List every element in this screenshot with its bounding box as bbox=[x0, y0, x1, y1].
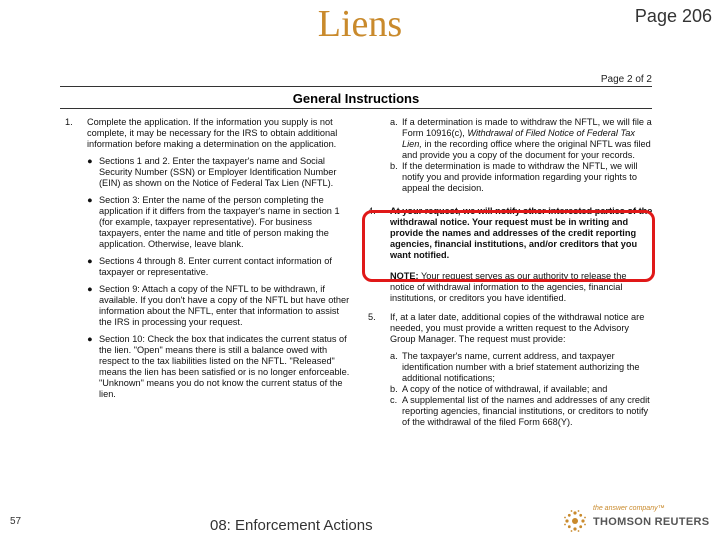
sub-item-text-part: If a determination is made to withdraw the NFTL, we will file a Form 10916(c), bbox=[402, 117, 652, 138]
slide-number: 57 bbox=[10, 516, 22, 527]
sub-item bbox=[368, 384, 653, 395]
document-heading: General Instructions bbox=[292, 91, 420, 106]
bullet-text: Section 9: Attach a copy of the NFTL to be withdrawn, if available. If you don't have a copy of the NFTL but have other information about the NFTL, enter that information to assist the IRS in processing your request. bbox=[99, 284, 350, 327]
highlight-box bbox=[362, 210, 655, 282]
sub-item-text: A copy of the notice of withdrawal, if available; and bbox=[402, 384, 608, 394]
bullet-text: Sections 4 through 8. Enter current contact information of taxpayer or representative. bbox=[99, 256, 332, 277]
sub-item-text-part: in the recording office where the original NFTL was filed and provide you a copy of the document for your records. bbox=[402, 139, 651, 160]
brand-name: THOMSON REUTERS bbox=[593, 516, 710, 528]
item-number: 5. bbox=[368, 312, 376, 322]
bullet-item bbox=[65, 284, 350, 328]
item-text: Complete the application. If the information you supply is not complete, it may be necessary for the IRS to obtain additional information before making a determination on the application. bbox=[87, 117, 338, 149]
sub-item-label: a. bbox=[390, 117, 398, 127]
bullet-text: Section 10: Check the box that indicates the current status of the lien. "Open" means there is still a balance owed with respect to the tax liabilities listed on the NFTL. "Released" means the lien has been satisfied or is no longer enforceable. "Unknown" means you do not know the current status of the lien. bbox=[99, 334, 350, 399]
note-text: Your request serves as our authority to release the notice of withdrawal information to the agencies, financial institutions, or creditors you have identified. bbox=[390, 271, 627, 303]
bullet-item bbox=[65, 334, 350, 400]
bullet-item bbox=[65, 256, 350, 278]
brand-tagline: the answer company™ bbox=[593, 505, 665, 512]
bullet-icon: ● bbox=[87, 195, 93, 205]
sub-item-label: b. bbox=[390, 161, 398, 171]
sub-item bbox=[368, 351, 653, 384]
document-top-rule bbox=[60, 86, 652, 87]
form-title-italic: Withdrawal of Filed Notice of Federal Tax Lien, bbox=[402, 128, 635, 149]
sub-item-b bbox=[368, 161, 653, 194]
sub-item bbox=[368, 395, 653, 428]
item-text-bold: At your request, we will notify other interested parties of the withdrawal notice. Your request must be in writing and provide the names and addresses of the credit reporting agencies, financial institutions, and/or creditors that you want notified. bbox=[390, 206, 653, 260]
document-page-of: Page 2 of 2 bbox=[600, 74, 652, 85]
bullet-item bbox=[65, 195, 350, 250]
bullet-icon: ● bbox=[87, 284, 93, 294]
bullet-text: Section 3: Enter the name of the person completing the application if it differs from the taxpayer's name in section 1 (for example, taxpayer representative). For business taxpayers, enter the name and title of person making the application. Otherwise, leave blank. bbox=[99, 195, 340, 249]
bullet-item bbox=[65, 156, 350, 189]
sub-item-text: The taxpayer's name, current address, and taxpayer identification number with a brief statement authorizing the additional notifications; bbox=[402, 351, 640, 383]
instruction-item-5 bbox=[368, 312, 653, 345]
document-heading-rule bbox=[60, 108, 652, 109]
footer-section-title: 08: Enforcement Actions bbox=[210, 517, 373, 534]
note-label: NOTE: bbox=[390, 271, 419, 281]
item-number: 4. bbox=[368, 206, 376, 216]
sub-item-label: c. bbox=[390, 395, 398, 405]
sub-item-a bbox=[368, 117, 653, 161]
sub-item-text: A supplemental list of the names and addresses of any credit reporting agencies, financial institutions, or creditors to notify of the withdrawal of the filed Form 668(Y). bbox=[402, 395, 650, 427]
item-number: 1. bbox=[65, 117, 73, 127]
bullet-icon: ● bbox=[87, 256, 93, 266]
sub-item-label: b. bbox=[390, 384, 398, 394]
thomson-reuters-logo-icon bbox=[563, 509, 587, 533]
page-number: Page 206 bbox=[634, 6, 712, 26]
brand-logo-block bbox=[563, 505, 713, 535]
sub-item-text bbox=[402, 117, 653, 161]
sub-item-label: a. bbox=[390, 351, 398, 361]
item-text: If, at a later date, additional copies of the withdrawal notice are needed, you must provide a written request to the Advisory Group Manager. The request must provide: bbox=[390, 312, 645, 344]
slide-title: Liens bbox=[317, 3, 403, 45]
bullet-icon: ● bbox=[87, 156, 93, 166]
bullet-icon: ● bbox=[87, 334, 93, 344]
sub-item-text: If the determination is made to withdraw the NFTL, we will notify you and provide information regarding your rights to appeal the decision. bbox=[402, 161, 638, 193]
instructions-left-column bbox=[65, 117, 350, 400]
bullet-text: Sections 1 and 2. Enter the taxpayer's name and Social Security Number (SSN) or Employer Identification Number (EIN) as shown on the Notice of Federal Tax Lien (NFTL). bbox=[99, 156, 337, 188]
instruction-item-1 bbox=[65, 117, 350, 150]
